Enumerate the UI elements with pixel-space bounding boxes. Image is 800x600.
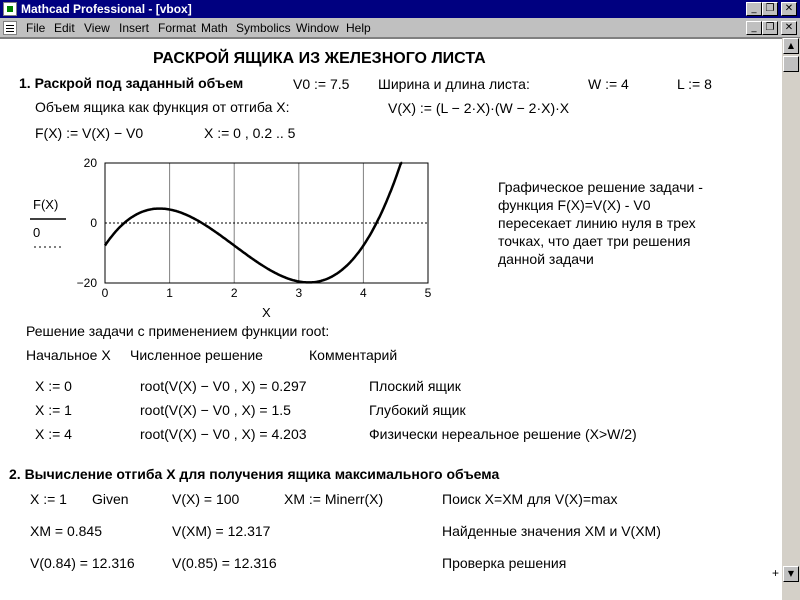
menu-help[interactable]: Help xyxy=(346,21,371,35)
section2-heading: 2. Вычисление отгиба X для получения ящика максимального объема xyxy=(9,466,500,482)
menu-window[interactable]: Window xyxy=(296,21,339,35)
close-button[interactable]: ✕ xyxy=(781,2,797,16)
v-xm-result[interactable]: V(XM) = 12.317 xyxy=(172,523,271,539)
title-bar xyxy=(0,0,800,18)
col-header-initial-x: Начальное X xyxy=(26,347,111,363)
w-definition[interactable]: W := 4 xyxy=(588,76,629,92)
root-row-1-comment: Плоский ящик xyxy=(369,378,461,394)
menu-file[interactable]: File xyxy=(26,21,46,35)
volume-function-definition[interactable]: V(X) := (L − 2·X)·(W − 2·X)·X xyxy=(388,100,570,116)
x-tick-label: 3 xyxy=(295,286,303,300)
plot-y-axis-label-zero: 0 xyxy=(33,225,41,240)
y-tick-label: 0 xyxy=(90,216,97,230)
worksheet[interactable] xyxy=(0,38,782,600)
menu-math[interactable]: Math xyxy=(201,21,228,35)
x-tick-label: 2 xyxy=(230,286,238,300)
volume-label: Объем ящика как функция от отгиба X: xyxy=(35,99,290,115)
x-tick-label: 5 xyxy=(424,286,432,300)
given-keyword[interactable]: Given xyxy=(92,491,129,507)
insertion-cross-icon: + xyxy=(772,566,780,580)
f-function-definition[interactable]: F(X) := V(X) − V0 xyxy=(35,125,144,141)
root-row-1-x[interactable]: X := 0 xyxy=(35,378,72,394)
document-icon[interactable] xyxy=(3,21,17,35)
maximize-button[interactable]: ❐ xyxy=(762,2,778,16)
v0-definition[interactable]: V0 := 7.5 xyxy=(293,76,350,92)
l-definition[interactable]: L := 8 xyxy=(677,76,712,92)
mathcad-app-icon[interactable] xyxy=(3,2,17,16)
constraint-v-x[interactable]: V(X) = 100 xyxy=(172,491,240,507)
xm-result[interactable]: XM = 0.845 xyxy=(30,523,102,539)
sheet-size-label: Ширина и длина листа: xyxy=(378,76,530,92)
graph-note-line-3: пересекает линию нуля в трех xyxy=(498,215,696,231)
graph-note-line-5: данной задачи xyxy=(498,251,594,267)
y-tick-label: 20 xyxy=(83,156,97,170)
scroll-up-arrow-icon[interactable]: ▲ xyxy=(783,38,799,54)
col-header-comment: Комментарий xyxy=(309,347,398,363)
menu-view[interactable]: View xyxy=(84,21,110,35)
graph-note-line-4: точках, что дает три решения xyxy=(498,233,691,249)
menu-format[interactable]: Format xyxy=(158,21,197,35)
check-v-084[interactable]: V(0.84) = 12.316 xyxy=(30,555,135,571)
menu-symbolics[interactable]: Symbolics xyxy=(236,21,291,35)
plot-y-axis-label: F(X) xyxy=(33,197,59,212)
graph-note-line-1: Графическое решение задачи - xyxy=(498,179,703,195)
graph-note-line-2: функция F(X)=V(X) - V0 xyxy=(498,197,651,213)
root-intro: Решение задачи с применением функции root: xyxy=(26,323,330,339)
menu-insert[interactable]: Insert xyxy=(119,21,150,35)
window-title: Mathcad Professional - [vbox] xyxy=(21,2,192,16)
x-tick-label: 0 xyxy=(101,286,109,300)
check-comment: Проверка решения xyxy=(442,555,567,571)
doc-minimize-button[interactable]: _ xyxy=(746,21,762,35)
x-initial-definition[interactable]: X := 1 xyxy=(30,491,67,507)
minerr-comment: Поиск X=XM для V(X)=max xyxy=(442,491,618,507)
root-row-2-comment: Глубокий ящик xyxy=(369,402,466,418)
root-row-1-result[interactable]: root(V(X) − V0 , X) = 0.297 xyxy=(140,378,307,394)
root-row-2-x[interactable]: X := 1 xyxy=(35,402,72,418)
menu-bar xyxy=(0,18,800,38)
section1-heading: 1. Раскрой под заданный объем xyxy=(19,75,244,91)
doc-close-button[interactable]: ✕ xyxy=(781,21,797,35)
scroll-down-arrow-icon[interactable]: ▼ xyxy=(783,566,799,582)
menu-edit[interactable]: Edit xyxy=(54,21,75,35)
x-tick-label: 4 xyxy=(360,286,367,300)
found-values-comment: Найденные значения XM и V(XM) xyxy=(442,523,661,539)
root-row-3-result[interactable]: root(V(X) − V0 , X) = 4.203 xyxy=(140,426,307,442)
minerr-definition[interactable]: XM := Minerr(X) xyxy=(284,491,384,507)
x-range-definition[interactable]: X := 0 , 0.2 .. 5 xyxy=(204,125,296,141)
col-header-numeric: Численное решение xyxy=(130,347,263,363)
plot-x-axis-label: X xyxy=(262,305,271,320)
check-v-085[interactable]: V(0.85) = 12.316 xyxy=(172,555,277,571)
root-row-3-comment: Физически нереальное решение (X>W/2) xyxy=(369,426,637,442)
root-row-2-result[interactable]: root(V(X) − V0 , X) = 1.5 xyxy=(140,402,291,418)
x-tick-label: 1 xyxy=(166,286,173,300)
vertical-scrollbar[interactable] xyxy=(782,38,800,600)
root-row-3-x[interactable]: X := 4 xyxy=(35,426,72,442)
worksheet-title: РАСКРОЙ ЯЩИКА ИЗ ЖЕЛЕЗНОГО ЛИСТА xyxy=(153,50,486,67)
doc-restore-button[interactable]: ❐ xyxy=(762,21,778,35)
y-tick-label: −20 xyxy=(76,276,97,290)
scroll-thumb[interactable] xyxy=(783,56,799,72)
minimize-button[interactable]: _ xyxy=(746,2,762,16)
